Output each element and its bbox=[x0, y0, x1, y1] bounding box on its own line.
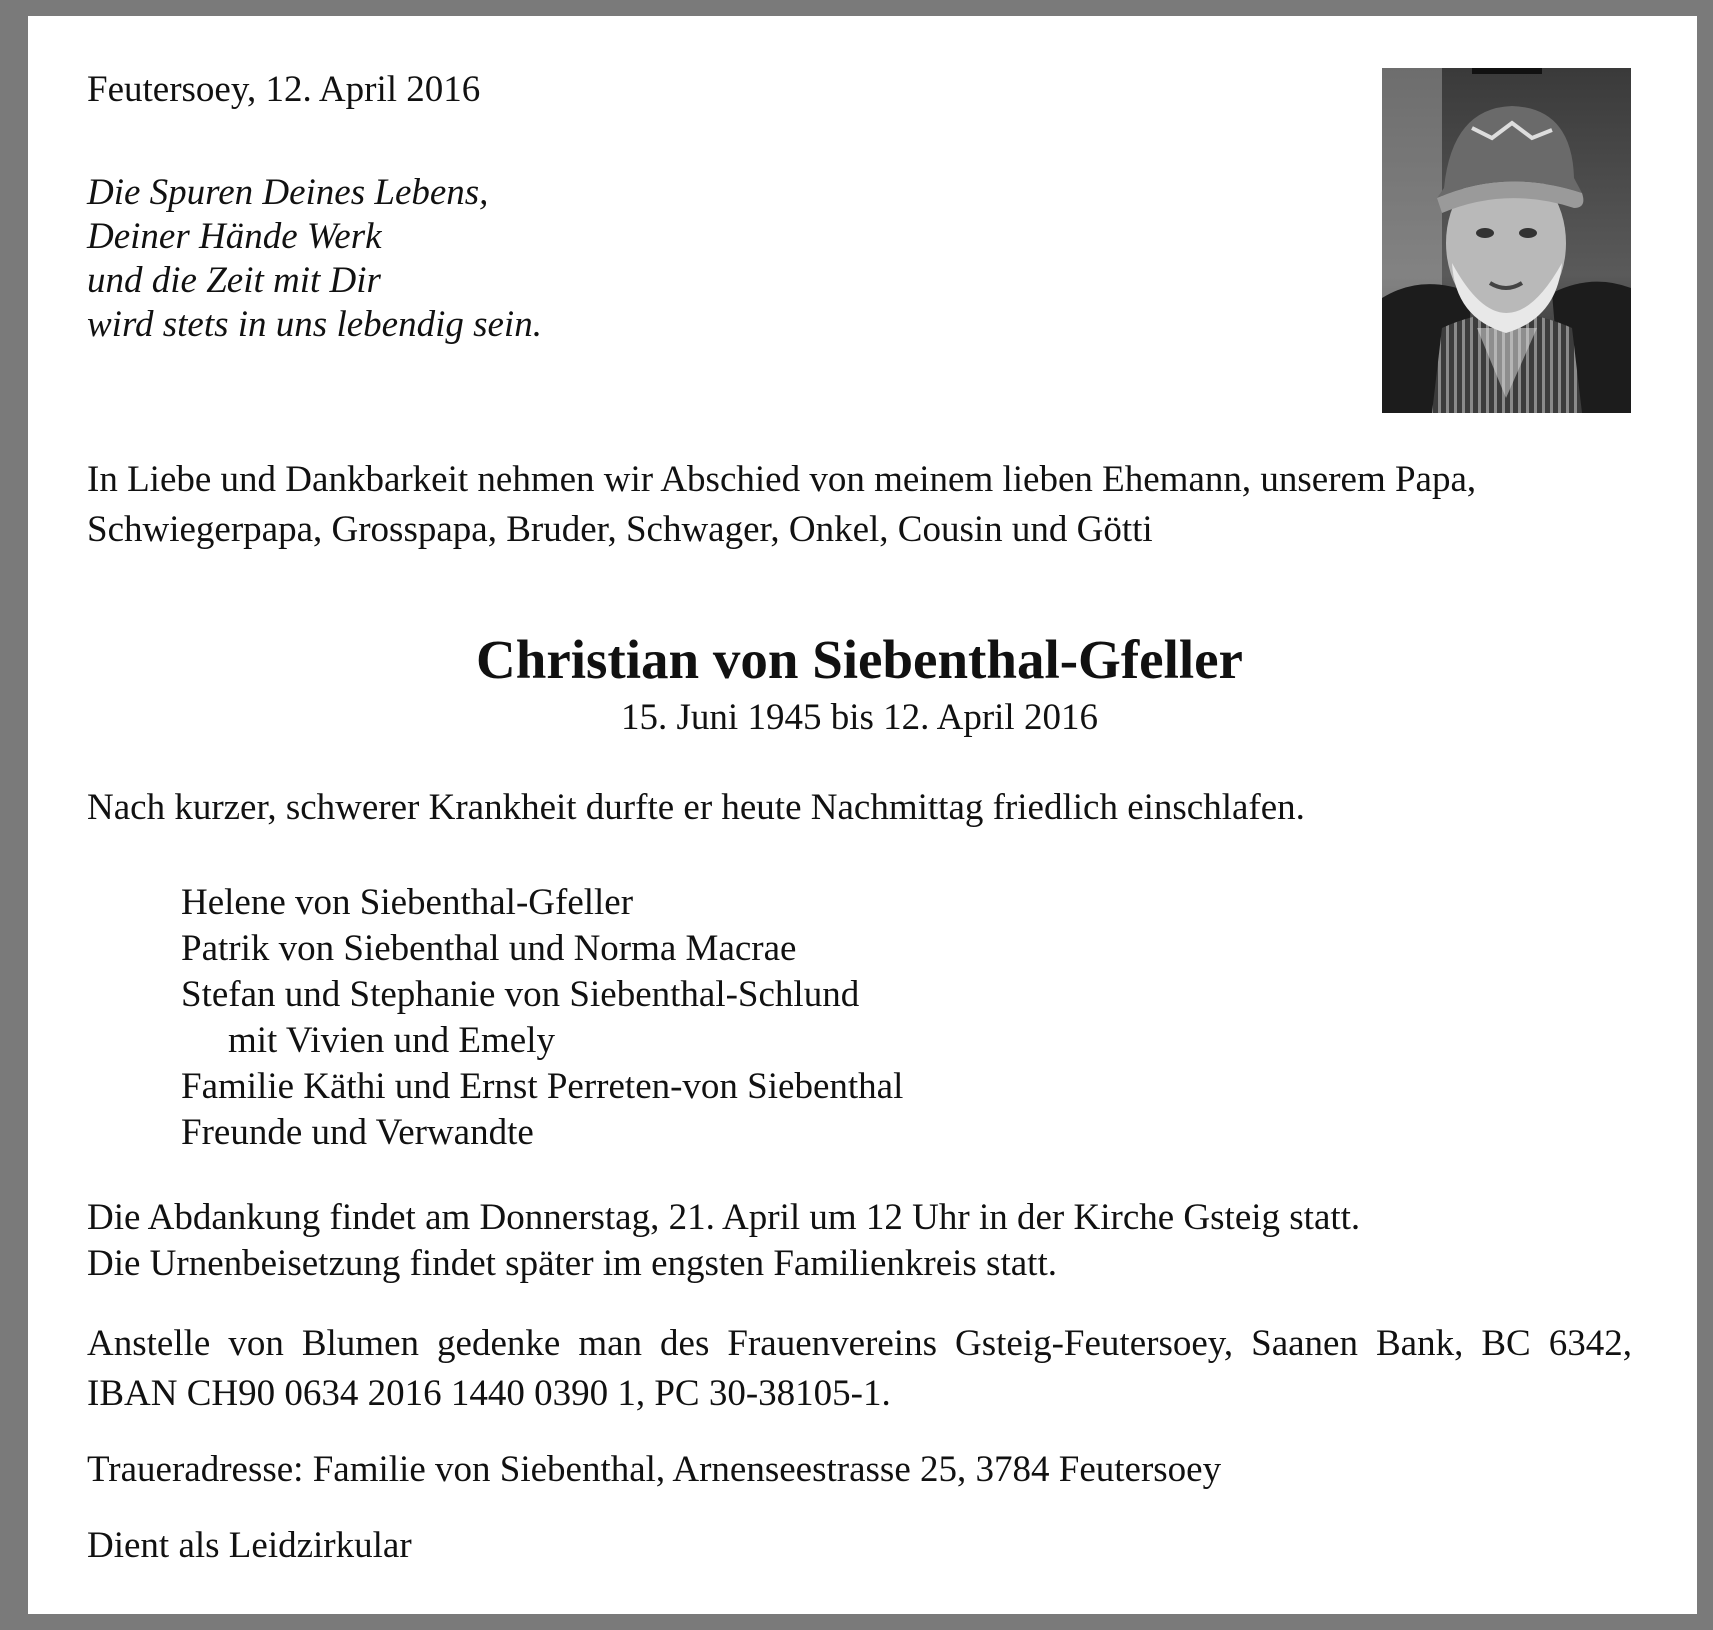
mourner-line: Familie Käthi und Ernst Perreten-von Siebenthal bbox=[181, 1066, 904, 1107]
mourner-line: Freunde und Verwandte bbox=[181, 1112, 534, 1153]
poem-line: Deiner Hände Werk bbox=[87, 216, 382, 257]
mourner-line: mit Vivien und Emely bbox=[228, 1020, 555, 1061]
mourner-line: Stefan und Stephanie von Siebenthal-Schlund bbox=[181, 974, 860, 1015]
death-notice: Nach kurzer, schwerer Krankheit durfte er heute Nachmittag friedlich einschlafen. bbox=[87, 787, 1305, 828]
portrait-photo bbox=[1382, 68, 1631, 413]
donation-line: IBAN CH90 0634 2016 1440 0390 1, PC 30-38105-1. bbox=[87, 1373, 891, 1414]
mourners-list bbox=[181, 881, 903, 1157]
poem-line: wird stets in uns lebendig sein. bbox=[87, 304, 542, 345]
circular-note: Dient als Leidzirkular bbox=[87, 1525, 412, 1566]
service-line: Die Urnenbeisetzung findet später im engsten Familienkreis statt. bbox=[87, 1243, 1057, 1284]
deceased-name: Christian von Siebenthal-Gfeller bbox=[476, 629, 1243, 690]
poem-line: und die Zeit mit Dir bbox=[87, 260, 381, 301]
mourner-line: Helene von Siebenthal-Gfeller bbox=[181, 882, 634, 923]
donation-line: Anstelle von Blumen gedenke man des Frauenvereins Gsteig-Feutersoey, Saanen Bank, BC 6342, bbox=[87, 1323, 1632, 1364]
intro-line: In Liebe und Dankbarkeit nehmen wir Abschied von meinem lieben Ehemann, unserem Papa, bbox=[87, 459, 1477, 500]
service-line: Die Abdankung findet am Donnerstag, 21. April um 12 Uhr in der Kirche Gsteig statt. bbox=[87, 1197, 1361, 1238]
intro-paragraph bbox=[87, 458, 1632, 558]
intro-line: Schwiegerpapa, Grosspapa, Bruder, Schwager, Onkel, Cousin und Götti bbox=[87, 509, 1153, 550]
mourner-line: Patrik von Siebenthal und Norma Macrae bbox=[181, 928, 797, 969]
life-dates: 15. Juni 1945 bis 12. April 2016 bbox=[621, 697, 1098, 738]
donation-info bbox=[87, 1322, 1632, 1422]
service-info bbox=[87, 1196, 1360, 1288]
mourning-address: Traueradresse: Familie von Siebenthal, Arnenseestrasse 25, 3784 Feutersoey bbox=[87, 1449, 1222, 1490]
place-date: Feutersoey, 12. April 2016 bbox=[87, 69, 481, 110]
memorial-poem bbox=[87, 171, 542, 347]
poem-line: Die Spuren Deines Lebens, bbox=[87, 172, 489, 213]
